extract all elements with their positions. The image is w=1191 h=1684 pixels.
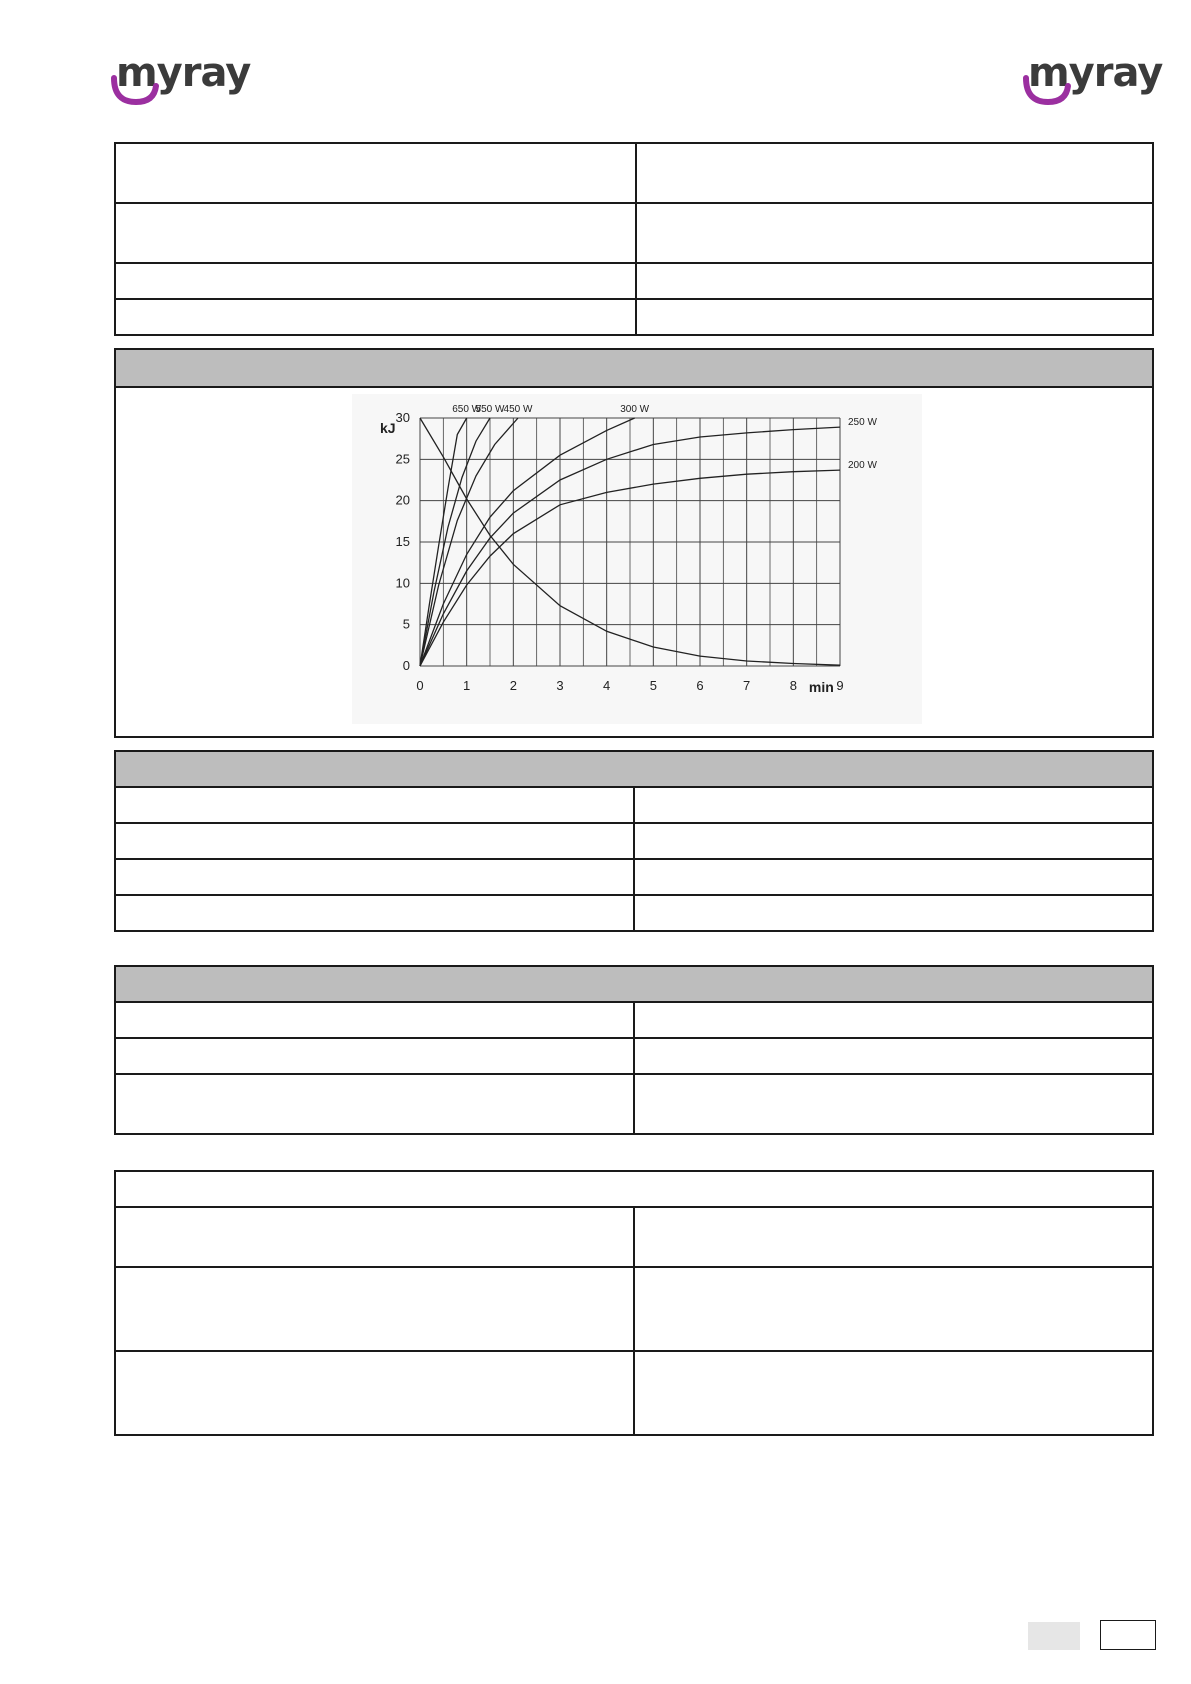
- table-cell: [636, 203, 1153, 263]
- table-cell: [634, 1038, 1153, 1074]
- y-tick-label: 5: [402, 616, 410, 632]
- series-label: 550 W: [475, 404, 505, 415]
- table-cell: [115, 263, 636, 299]
- table-cell: [634, 859, 1153, 895]
- x-tick-label: 9: [836, 678, 844, 693]
- table-cell: [634, 1207, 1153, 1267]
- table-cell: [115, 787, 634, 823]
- table-cell: [115, 1002, 634, 1038]
- energy-time-chart: [352, 394, 922, 724]
- x-tick-label: 7: [743, 678, 751, 693]
- y-tick-label: 30: [395, 410, 410, 425]
- table-cell: [115, 1351, 634, 1435]
- series-label: 200 W: [848, 460, 877, 472]
- table-cell: [634, 787, 1153, 823]
- x-tick-label: 1: [463, 678, 471, 693]
- series-label: 450 W: [503, 404, 533, 415]
- page-number-box: [1100, 1620, 1156, 1650]
- logo-wordmark: myray: [1028, 52, 1163, 96]
- table-cell: [115, 859, 634, 895]
- y-axis-label: kJ: [380, 419, 396, 436]
- table-cell: [634, 1002, 1153, 1038]
- table-cell: [115, 203, 636, 263]
- series-label: 650 W: [452, 404, 482, 415]
- logo-wordmark: myray: [116, 52, 251, 96]
- table-cell: [115, 1267, 634, 1351]
- table-cell: [634, 1267, 1153, 1351]
- table-cell: [636, 143, 1153, 203]
- myray-logo-right: [1022, 52, 1182, 112]
- x-axis-label: min: [808, 679, 834, 695]
- table-cell: [636, 263, 1153, 299]
- spec-table-1: [114, 142, 1154, 336]
- x-tick-label: 8: [789, 678, 797, 693]
- spec-table-3: [114, 750, 1154, 932]
- y-tick-label: 10: [395, 575, 410, 591]
- table-cell: [634, 1074, 1153, 1134]
- x-tick-label: 3: [556, 678, 564, 693]
- chart-section-header: [116, 350, 1152, 388]
- table-cell: [115, 1038, 634, 1074]
- table-cell: [115, 823, 634, 859]
- y-tick-label: 25: [395, 451, 410, 467]
- chart-container: [352, 394, 922, 724]
- x-tick-label: 6: [696, 678, 704, 693]
- y-tick-label: 0: [402, 658, 410, 673]
- table-cell: [636, 299, 1153, 335]
- table-cell: [115, 299, 636, 335]
- table-cell: [115, 1207, 634, 1267]
- table-cell: [634, 1351, 1153, 1435]
- x-tick-label: 4: [603, 678, 611, 693]
- table-cell: [115, 1074, 634, 1134]
- table-cell: [634, 895, 1153, 931]
- page-label-box: [1028, 1622, 1080, 1650]
- table-cell: [115, 895, 634, 931]
- series-label: 300 W: [620, 404, 650, 415]
- table-cell: [115, 143, 636, 203]
- table-header-band: [115, 751, 1153, 787]
- x-tick-label: 0: [416, 678, 424, 693]
- spec-table-4: [114, 965, 1154, 1135]
- spec-table-5: [114, 1170, 1154, 1436]
- y-tick-label: 20: [395, 492, 410, 508]
- table-header-band: [115, 966, 1153, 1002]
- myray-logo-left: [110, 52, 270, 112]
- chart-section: [114, 348, 1154, 738]
- table-cell: [634, 823, 1153, 859]
- x-tick-label: 5: [649, 678, 657, 693]
- x-tick-label: 2: [509, 678, 517, 693]
- table-header-band: [115, 1171, 1153, 1207]
- series-label: 250 W: [848, 417, 877, 429]
- y-tick-label: 15: [395, 534, 410, 549]
